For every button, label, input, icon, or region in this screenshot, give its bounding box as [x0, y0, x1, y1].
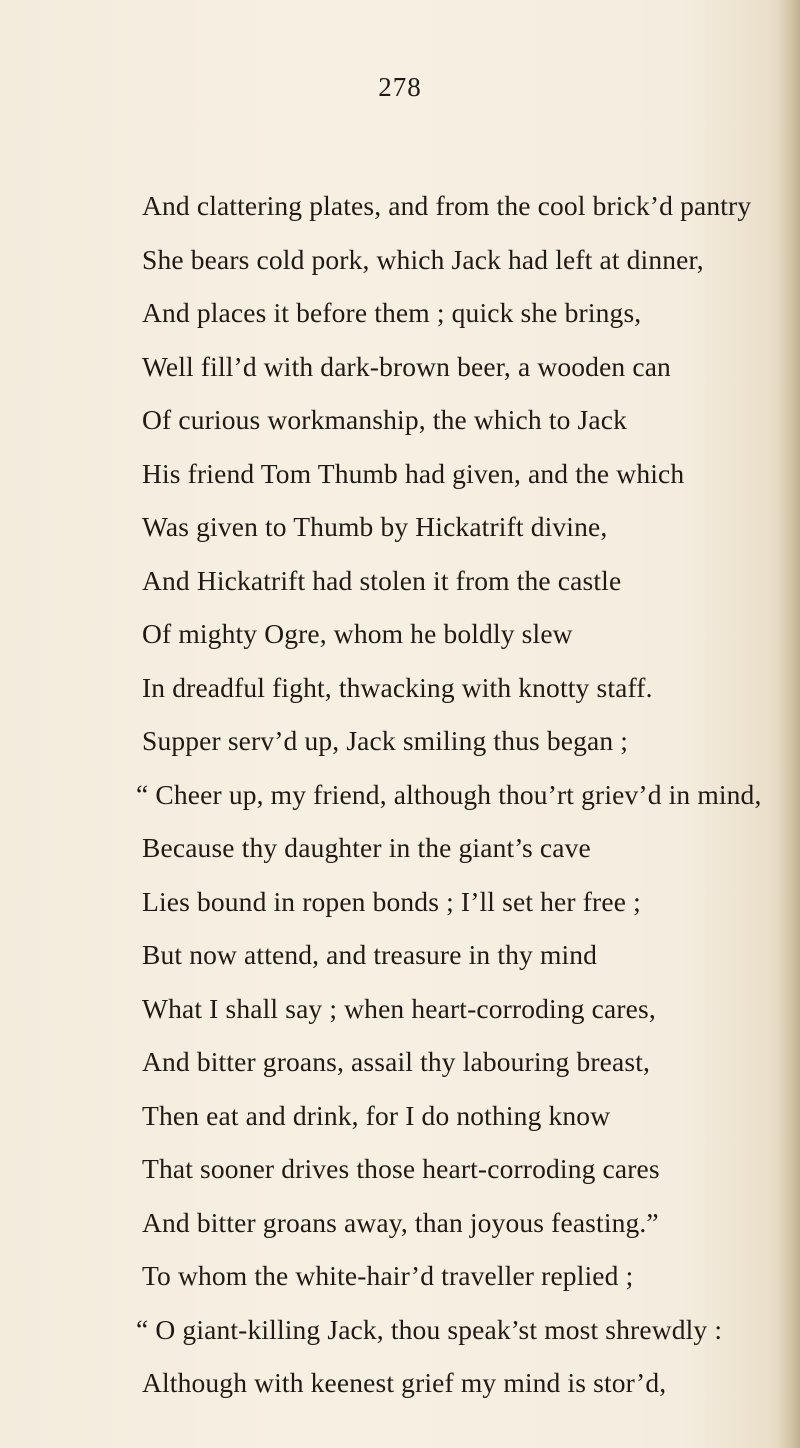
poem-line: And bitter groans away, than joyous feasting.” [142, 1206, 659, 1238]
poem-line: And clattering plates, and from the cool brick’d pantry [142, 190, 752, 221]
poem-line: Of mighty Ogre, whom he boldly slew [142, 618, 573, 649]
poem-line: But now attend, and treasure in thy mind [142, 939, 598, 970]
poem-line: Of curious workmanship, the which to Jack [142, 404, 628, 435]
poem-line: Although with keenest grief my mind is stor’d, [142, 1367, 667, 1398]
poem-line: Because thy daughter in the giant’s cave [142, 832, 591, 863]
poem-line: In dreadful fight, thwacking with knotty staff. [142, 671, 653, 703]
poem-line: “ Cheer up, my friend, although thou’rt griev’d in mind, [136, 778, 762, 810]
poem-line: Then eat and drink, for I do nothing know [142, 1099, 611, 1131]
poem-line: Lies bound in ropen bonds ; I’ll set her free ; [142, 885, 641, 917]
page-number: 278 [378, 72, 422, 102]
poem-line: And places it before them ; quick she brings, [142, 297, 642, 328]
poem-line: Was given to Thumb by Hickatrift divine, [142, 511, 608, 542]
poem-line: Well fill’d with dark-brown beer, a wooden can [142, 350, 671, 382]
poem-line: That sooner drives those heart-corroding cares [142, 1153, 660, 1184]
poem-line: And bitter groans, assail thy labouring breast, [142, 1046, 651, 1077]
poem-line: And Hickatrift had stolen it from the castle [142, 564, 622, 596]
poem-line: She bears cold pork, which Jack had left at dinner, [142, 243, 704, 275]
poem-line: “ O giant-killing Jack, thou speak’st most shrewdly : [136, 1313, 723, 1345]
poem-line: What I shall say ; when heart-corroding cares, [142, 992, 656, 1024]
poem-line: His friend Tom Thumb had given, and the which [142, 457, 685, 489]
poem-line: To whom the white-hair’d traveller replied ; [142, 1260, 634, 1291]
poem-line: Supper serv’d up, Jack smiling thus began ; [142, 725, 629, 756]
